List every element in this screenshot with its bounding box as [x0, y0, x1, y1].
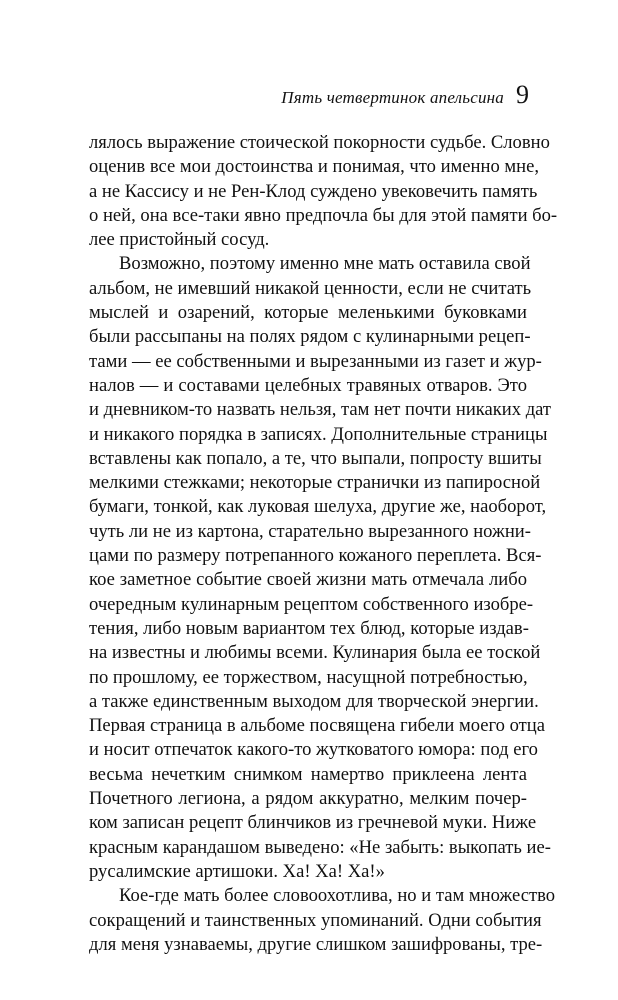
text-line: были рассыпаны на полях рядом с кулинарными рецеп- [89, 326, 531, 348]
text-line: и никакого порядка в записях. Дополнительные страницы [89, 423, 548, 445]
text-line: а не Кассису и не Рен-Клод суждено увековечить память [89, 180, 538, 202]
text-line: оценив все мои достоинства и понимая, что именно мне, [89, 156, 540, 178]
text-line: мыслей и озарений, которые меленькими буковками [89, 302, 527, 324]
text-line: Почетного легиона, а рядом аккуратно, мелким почер- [89, 788, 527, 810]
running-title: Пять четвертинок апельсина [281, 88, 504, 107]
text-line: лялось выражение стоической покорности судьбе. Словно [89, 132, 550, 153]
text-line: а также единственным выходом для творческой энергии. [89, 690, 539, 712]
text-line: Возможно, поэтому именно мне мать оставила свой [119, 253, 531, 275]
text-line: красным карандашом выведено: «Не забыть: выкопать ие- [89, 836, 551, 858]
text-line: о ней, она все-таки явно предпочла бы для этой памяти бо- [89, 204, 558, 226]
text-line: на известны и любимы всеми. Кулинария была ее тоской [89, 642, 541, 664]
text-line: вставлены как попало, а те, что выпали, попросту вшиты [89, 447, 542, 469]
text-line: для меня узнаваемы, другие слишком зашифрованы, тре- [89, 933, 543, 955]
running-header [281, 82, 529, 108]
text-line: лее пристойный сосуд. [89, 229, 270, 251]
text-line: по прошлому, ее торжеством, насущной потребностью, [89, 666, 528, 688]
text-line: мелкими стежками; некоторые странички из папиросной [89, 472, 541, 494]
text-line: кое заметное событие своей жизни мать отмечала либо [89, 569, 527, 591]
text-line: цами по размеру потрепанного кожаного переплета. Вся- [89, 545, 542, 567]
text-line: русалимские артишоки. Ха! Ха! Ха!» [89, 860, 385, 882]
text-line: бумаги, тонкой, как луковая шелуха, другие же, наоборот, [89, 496, 547, 518]
text-line: тами — ее собственными и вырезанными из газет и жур- [89, 350, 542, 372]
text-line: Первая страница в альбоме посвящена гибели моего отца [89, 715, 545, 737]
text-line: чуть ли не из картона, старательно вырезанного ножни- [89, 520, 531, 542]
body-text [89, 131, 558, 957]
text-line: налов — и составами целебных травяных отваров. Это [89, 374, 527, 396]
text-line: Кое-где мать более словоохотлива, но и там множество [119, 885, 556, 907]
text-line: ком записан рецепт блинчиков из гречневой муки. Ниже [89, 812, 537, 834]
text-line: тения, либо новым вариантом тех блюд, которые издав- [89, 617, 529, 639]
text-line: и носит отпечаток какого-то жутковатого юмора: под его [89, 739, 538, 761]
page-number: 9 [516, 80, 529, 109]
text-line: альбом, не имевший никакой ценности, если не считать [89, 277, 532, 299]
text-line: и дневником-то назвать нельзя, там нет почти никаких дат [89, 399, 552, 421]
text-line: весьма нечетким снимком намертво приклеена лента [89, 763, 527, 785]
text-line: очередным кулинарным рецептом собственного изобре- [89, 593, 534, 615]
text-line: сокращений и таинственных упоминаний. Одни события [89, 909, 542, 931]
